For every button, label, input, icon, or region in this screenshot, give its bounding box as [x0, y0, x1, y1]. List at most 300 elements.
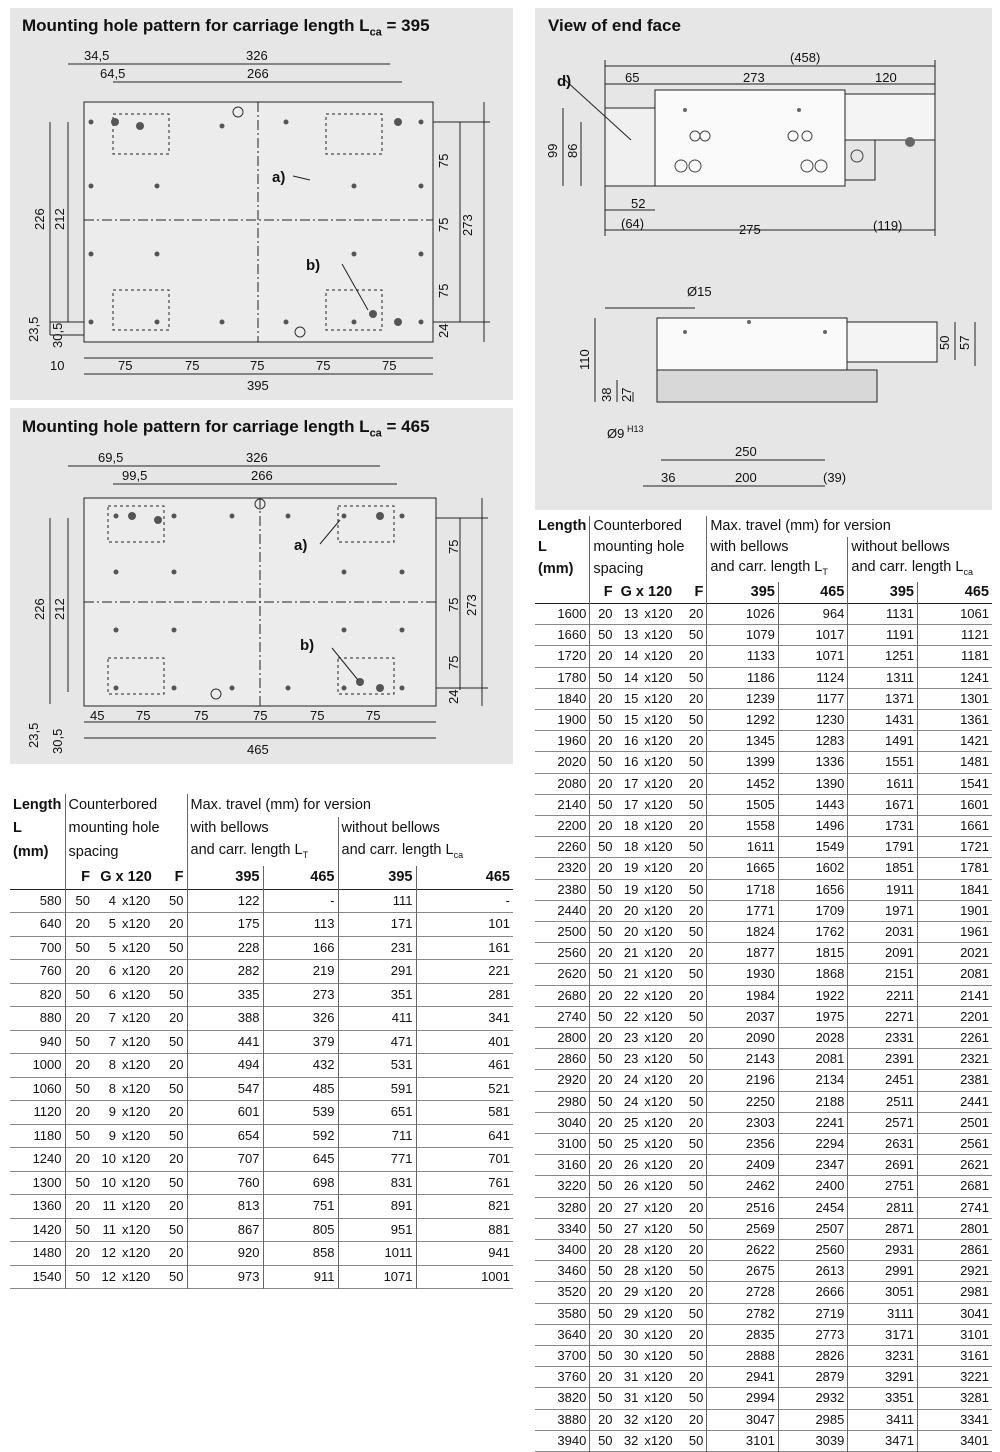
cell-with-465: 219	[263, 960, 338, 984]
hdr-carr-length-t: and carr. length $L_T$	[187, 839, 338, 866]
cell-g: 27	[623, 1199, 639, 1215]
cell-without-465: 1601	[917, 794, 992, 815]
cell-f2: 50	[688, 1263, 704, 1279]
cell-x120: x120	[644, 690, 673, 706]
table-row	[535, 837, 992, 858]
cell-with-395: 1930	[707, 964, 779, 985]
cell-f: 20	[590, 688, 616, 709]
dim-50: 50	[937, 335, 952, 350]
table-row	[535, 625, 992, 646]
hdr-f2-r: F	[694, 584, 704, 601]
cell-f2: 20	[688, 1241, 704, 1257]
dim-75-b5: 75	[382, 358, 397, 373]
dim-30-5: 30,5	[50, 322, 65, 348]
cell-with-395: 1186	[707, 667, 779, 688]
cell-with-465: 326	[263, 1007, 338, 1031]
cell-f: 50	[590, 1430, 616, 1451]
cell-x120: x120	[122, 1080, 151, 1096]
cell-g: 8	[108, 1080, 116, 1096]
cell-without-465: 3281	[917, 1388, 992, 1409]
table-row	[535, 731, 992, 752]
cell-length: 2140	[557, 796, 587, 812]
dim-275: 275	[739, 222, 761, 237]
cell-with-395: 1292	[707, 709, 779, 730]
cell-g: 11	[102, 1198, 116, 1214]
cell-x120: x120	[122, 1033, 151, 1049]
cell-f2: 50	[688, 1432, 704, 1448]
cell-length: 2440	[557, 902, 587, 918]
cell-with-395: 654	[187, 1124, 263, 1148]
table-row	[535, 1070, 992, 1091]
drawing-395	[10, 40, 513, 400]
dim-326: 326	[246, 48, 268, 63]
cell-with-465: 2773	[778, 1324, 848, 1345]
table-row	[10, 1195, 513, 1219]
cell-f: 50	[65, 1171, 93, 1195]
cell-length: 3220	[557, 1178, 587, 1194]
cell-f2: 20	[688, 1157, 704, 1173]
cell-length: 1840	[557, 690, 587, 706]
cell-without-395: 2751	[848, 1176, 918, 1197]
cell-without-465: 161	[416, 936, 513, 960]
table-row	[10, 1218, 513, 1242]
cell-without-465: 761	[416, 1171, 513, 1195]
cell-without-465: 2801	[917, 1218, 992, 1239]
cell-f2: 20	[688, 690, 704, 706]
dim-23-5-b: 23,5	[26, 722, 41, 748]
cell-f: 20	[590, 815, 616, 836]
table-row	[535, 1346, 992, 1367]
cell-with-395: 2462	[707, 1176, 779, 1197]
cell-with-395: 1133	[707, 646, 779, 667]
cell-length: 1000	[32, 1057, 62, 1073]
cell-f: 50	[590, 1049, 616, 1070]
table-row	[535, 1430, 992, 1451]
cell-without-395: 1311	[848, 667, 918, 688]
cell-length: 3160	[557, 1157, 587, 1173]
cell-with-395: 2250	[707, 1091, 779, 1112]
cell-with-395: 3101	[707, 1430, 779, 1451]
cell-g: 23	[623, 1051, 639, 1067]
cell-length: 2740	[557, 1008, 587, 1024]
cell-length: 2320	[557, 860, 587, 876]
cell-f2: 20	[688, 648, 704, 664]
cell-f: 50	[590, 879, 616, 900]
cell-with-465: 1230	[778, 709, 848, 730]
cell-with-395: 122	[187, 889, 263, 913]
cell-x120: x120	[644, 1369, 673, 1385]
cell-without-395: 411	[338, 1007, 416, 1031]
cell-without-395: 1971	[848, 900, 918, 921]
cell-with-465: 2454	[778, 1197, 848, 1218]
dim-99: 99	[545, 143, 560, 158]
table-row	[535, 1027, 992, 1048]
table-row	[535, 1112, 992, 1133]
cell-length: 3460	[557, 1263, 587, 1279]
cell-f: 20	[590, 1409, 616, 1430]
cell-x120: x120	[122, 1221, 151, 1237]
cell-g: 18	[623, 817, 639, 833]
cell-with-395: 3047	[707, 1409, 779, 1430]
hdr-395b-r: 395	[848, 582, 918, 603]
table-row	[535, 709, 992, 730]
table-row	[10, 1124, 513, 1148]
cell-with-395: 2622	[707, 1239, 779, 1260]
dim-86: 86	[565, 143, 580, 158]
cell-length: 1540	[32, 1268, 62, 1284]
cell-without-395: 2391	[848, 1049, 918, 1070]
cell-with-395: 2516	[707, 1197, 779, 1218]
cell-f: 50	[590, 921, 616, 942]
cell-with-395: 1239	[707, 688, 779, 709]
cell-length: 1360	[32, 1198, 62, 1214]
cell-length: 2380	[557, 881, 587, 897]
cell-x120: x120	[644, 987, 673, 1003]
cell-g: 25	[623, 1114, 639, 1130]
cell-with-395: 1345	[707, 731, 779, 752]
cell-without-395: 2691	[848, 1155, 918, 1176]
cell-x120: x120	[644, 923, 673, 939]
cell-without-395: 1551	[848, 752, 918, 773]
cell-without-465: 281	[416, 983, 513, 1007]
cell-without-465: 2561	[917, 1133, 992, 1154]
table-row	[10, 1148, 513, 1172]
cell-without-465: 1661	[917, 815, 992, 836]
cell-with-395: 1824	[707, 921, 779, 942]
dim-266: 266	[247, 66, 269, 81]
cell-without-395: 351	[338, 983, 416, 1007]
cell-length: 3520	[557, 1284, 587, 1300]
cell-f2: 50	[688, 966, 704, 982]
table-row	[535, 1133, 992, 1154]
cell-with-465: 592	[263, 1124, 338, 1148]
cell-with-465: 2028	[778, 1027, 848, 1048]
cell-x120: x120	[122, 1268, 151, 1284]
cell-length: 1600	[557, 605, 587, 621]
cell-g: 6	[108, 963, 116, 979]
cell-without-465: 2501	[917, 1112, 992, 1133]
cell-x120: x120	[644, 1284, 673, 1300]
dim-75-c4: 75	[310, 708, 325, 723]
cell-f2: 50	[169, 1221, 184, 1237]
cell-f: 20	[590, 1070, 616, 1091]
table-row	[535, 815, 992, 836]
cell-without-465: 2141	[917, 985, 992, 1006]
cell-with-395: 175	[187, 913, 263, 937]
cell-with-465: 1071	[778, 646, 848, 667]
cell-without-465: 701	[416, 1148, 513, 1172]
cell-f: 20	[590, 1027, 616, 1048]
cell-g: 16	[623, 733, 639, 749]
cell-without-395: 1851	[848, 858, 918, 879]
cell-without-465: 1841	[917, 879, 992, 900]
label-d: d)	[557, 73, 572, 90]
cell-with-465: 1017	[778, 625, 848, 646]
hdr-with-bellows-r: with bellows	[707, 537, 848, 558]
cell-with-465: 2719	[778, 1303, 848, 1324]
cell-length: 3760	[557, 1369, 587, 1385]
hdr-spacing: Counterbored	[65, 794, 187, 817]
cell-with-465: 3039	[778, 1430, 848, 1451]
cell-length: 880	[39, 1010, 62, 1026]
hdr-length-l: L	[13, 819, 22, 836]
cell-f2: 20	[688, 775, 704, 791]
hdr-travel-r: Max. travel (mm) for version	[707, 516, 992, 537]
cell-length: 1060	[32, 1080, 62, 1096]
cell-g: 5	[108, 939, 116, 955]
cell-with-465: 539	[263, 1101, 338, 1125]
dim-75-c2: 75	[194, 708, 209, 723]
cell-g: 24	[623, 1072, 639, 1088]
dim-110: 110	[577, 349, 592, 370]
cell-with-465: 273	[263, 983, 338, 1007]
hdr-395-r: 395	[707, 582, 779, 603]
cell-with-465: 751	[263, 1195, 338, 1219]
cell-f2: 20	[688, 902, 704, 918]
cell-x120: x120	[644, 966, 673, 982]
cell-f: 50	[65, 889, 93, 913]
cell-f2: 20	[688, 860, 704, 876]
table-row	[535, 879, 992, 900]
cell-g: 31	[623, 1390, 639, 1406]
cell-f2: 50	[688, 1305, 704, 1321]
table-row	[10, 1265, 513, 1289]
cell-f: 50	[65, 1077, 93, 1101]
cell-g: 25	[623, 1135, 639, 1151]
cell-g: 13	[623, 627, 639, 643]
cell-without-465: 1181	[917, 646, 992, 667]
cell-without-395: 2151	[848, 964, 918, 985]
cell-g: 10	[101, 1174, 116, 1190]
hdr-spacing-3: spacing	[65, 839, 187, 866]
cell-f: 20	[590, 943, 616, 964]
cell-x120: x120	[644, 669, 673, 685]
cell-g: 8	[108, 1057, 116, 1073]
cell-g: 27	[623, 1220, 639, 1236]
cell-with-465: 805	[263, 1218, 338, 1242]
cell-f: 50	[590, 1006, 616, 1027]
cell-without-395: 1671	[848, 794, 918, 815]
cell-x120: x120	[644, 1390, 673, 1406]
cell-g: 9	[108, 1127, 116, 1143]
cell-without-395: 1131	[848, 603, 918, 624]
table-row	[10, 960, 513, 984]
dim-38: 38	[599, 387, 614, 402]
cell-without-395: 2211	[848, 985, 918, 1006]
cell-with-395: 2994	[707, 1388, 779, 1409]
cell-with-465: 1496	[778, 815, 848, 836]
dim-273-b: 273	[464, 594, 479, 616]
cell-f2: 20	[688, 1369, 704, 1385]
cell-without-395: 1911	[848, 879, 918, 900]
cell-length: 1960	[557, 733, 587, 749]
dim-273: 273	[460, 214, 475, 236]
hdr-465: 465	[263, 866, 338, 889]
cell-x120: x120	[122, 1174, 151, 1190]
table-row	[535, 1176, 992, 1197]
cell-with-465: 2932	[778, 1388, 848, 1409]
cell-f2: 50	[688, 754, 704, 770]
drawing-465	[10, 440, 513, 764]
cell-with-465: 485	[263, 1077, 338, 1101]
cell-x120: x120	[644, 1241, 673, 1257]
cell-without-465: 1481	[917, 752, 992, 773]
cell-f2: 50	[688, 1008, 704, 1024]
cell-x120: x120	[644, 775, 673, 791]
cell-g: 23	[623, 1029, 639, 1045]
cell-f2: 20	[688, 1029, 704, 1045]
cell-without-465: 2321	[917, 1049, 992, 1070]
cell-with-395: 2143	[707, 1049, 779, 1070]
cell-g: 19	[623, 860, 639, 876]
cell-f2: 50	[688, 1051, 704, 1067]
cell-with-465: 2826	[778, 1346, 848, 1367]
cell-without-395: 2571	[848, 1112, 918, 1133]
cell-without-465: 1901	[917, 900, 992, 921]
cell-length: 3580	[557, 1305, 587, 1321]
cell-x120: x120	[644, 754, 673, 770]
cell-with-395: 2782	[707, 1303, 779, 1324]
cell-without-395: 531	[338, 1054, 416, 1078]
cell-x120: x120	[644, 605, 673, 621]
cell-length: 2260	[557, 839, 587, 855]
cell-f: 20	[590, 858, 616, 879]
cell-length: 2020	[557, 754, 587, 770]
table-row	[535, 603, 992, 624]
table-row	[10, 1101, 513, 1125]
cell-with-465: 1390	[778, 773, 848, 794]
cell-length: 640	[39, 916, 62, 932]
title-pattern-465: Mounting hole pattern for carriage length $L_{ca} = 465$	[22, 417, 430, 440]
cell-without-465: 221	[416, 960, 513, 984]
table-row	[10, 889, 513, 913]
cell-length: 940	[39, 1033, 62, 1049]
cell-with-395: 547	[187, 1077, 263, 1101]
dim-119: (119)	[873, 218, 903, 233]
hdr-length-mm: (mm)	[13, 844, 49, 861]
hdr-length: Length	[13, 797, 62, 813]
cell-f: 20	[590, 1324, 616, 1345]
cell-with-465: 1602	[778, 858, 848, 879]
dim-39: (39)	[823, 470, 847, 485]
cell-f2: 50	[169, 1127, 184, 1143]
cell-f: 50	[590, 794, 616, 815]
cell-with-465: 1709	[778, 900, 848, 921]
cell-without-395: 471	[338, 1030, 416, 1054]
cell-f: 20	[590, 646, 616, 667]
cell-g: 15	[623, 711, 639, 727]
cell-without-395: 771	[338, 1148, 416, 1172]
table-row	[535, 1239, 992, 1260]
table-row	[535, 794, 992, 815]
cell-f2: 50	[688, 1135, 704, 1151]
cell-with-465: 1762	[778, 921, 848, 942]
cell-length: 2980	[557, 1093, 587, 1109]
cell-length: 2620	[557, 966, 587, 982]
cell-f: 50	[590, 1346, 616, 1367]
cell-without-465: 521	[416, 1077, 513, 1101]
cell-x120: x120	[122, 1245, 151, 1261]
cell-without-395: 3471	[848, 1430, 918, 1451]
cell-f: 50	[65, 1124, 93, 1148]
cell-with-395: 1984	[707, 985, 779, 1006]
hdr-f: F	[65, 866, 93, 889]
cell-with-395: 1771	[707, 900, 779, 921]
cell-length: 760	[39, 963, 62, 979]
dim-326-b: 326	[246, 450, 268, 465]
dim-36: 36	[661, 470, 676, 485]
drawing-endface	[535, 40, 992, 510]
table-row	[535, 1282, 992, 1303]
dim-75-b3: 75	[250, 358, 265, 373]
table-row	[535, 646, 992, 667]
cell-f2: 50	[688, 1348, 704, 1363]
cell-g: 14	[623, 648, 639, 664]
cell-x120: x120	[644, 1135, 673, 1151]
hdr-f2: F	[174, 869, 184, 886]
cell-with-465: 911	[263, 1265, 338, 1289]
cell-f2: 20	[688, 1284, 704, 1300]
cell-f2: 20	[169, 1198, 184, 1214]
cell-x120: x120	[644, 1178, 673, 1194]
cell-without-465: 1241	[917, 667, 992, 688]
cell-x120: x120	[122, 1151, 151, 1167]
cell-without-465: 1541	[917, 773, 992, 794]
cell-without-465: 2261	[917, 1027, 992, 1048]
cell-without-465: 2441	[917, 1091, 992, 1112]
cell-f: 50	[590, 1261, 616, 1282]
cell-without-395: 2091	[848, 943, 918, 964]
cell-length: 3820	[557, 1390, 587, 1406]
cell-with-395: 1505	[707, 794, 779, 815]
cell-g: 9	[108, 1104, 116, 1120]
cell-without-395: 3171	[848, 1324, 918, 1345]
hdr-spacing-2-r: mounting hole	[590, 537, 707, 558]
dim-226: 226	[32, 208, 47, 230]
cell-length: 3400	[557, 1241, 587, 1257]
hdr-travel: Max. travel (mm) for version	[187, 794, 513, 817]
cell-g: 32	[623, 1411, 639, 1427]
dim-75-b2: 75	[185, 358, 200, 373]
cell-with-395: 1877	[707, 943, 779, 964]
cell-without-465: 1781	[917, 858, 992, 879]
table-row	[10, 1077, 513, 1101]
cell-length: 3100	[557, 1135, 587, 1151]
cell-g: 14	[623, 669, 639, 685]
hdr-length-l-r: L	[538, 538, 547, 555]
cell-with-395: 1665	[707, 858, 779, 879]
hdr-g-r: G x 120	[620, 584, 673, 601]
dim-64: (64)	[621, 216, 645, 231]
cell-x120: x120	[122, 1010, 151, 1026]
cell-f2: 20	[169, 1104, 184, 1120]
cell-f2: 20	[688, 605, 704, 621]
cell-without-465: 3101	[917, 1324, 992, 1345]
cell-f: 20	[65, 960, 93, 984]
table-row	[535, 688, 992, 709]
cell-f: 20	[590, 985, 616, 1006]
table-row	[535, 667, 992, 688]
dim-34-5: 34,5	[84, 48, 110, 63]
cell-without-395: 831	[338, 1171, 416, 1195]
hdr-spacing-r: Counterbored	[590, 516, 707, 537]
cell-without-465: -	[416, 889, 513, 913]
cell-with-465: 1336	[778, 752, 848, 773]
cell-f2: 50	[688, 881, 704, 897]
cell-with-465: 1549	[778, 837, 848, 858]
table-row	[10, 913, 513, 937]
cell-x120: x120	[644, 733, 673, 749]
